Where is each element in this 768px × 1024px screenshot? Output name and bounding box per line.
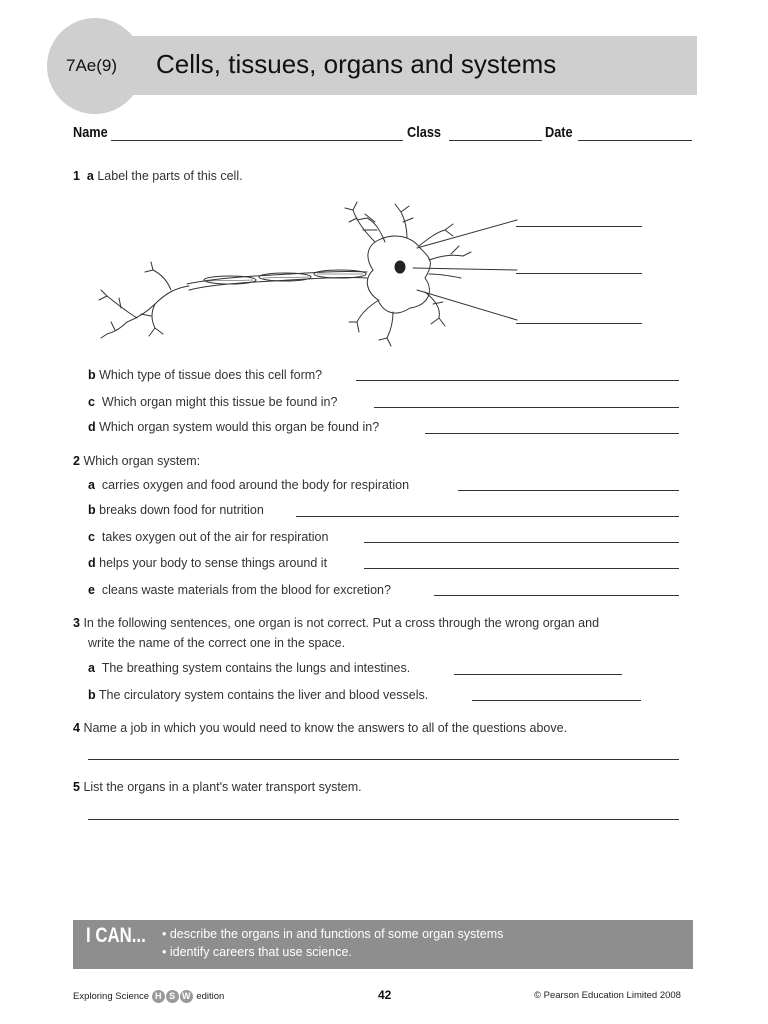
- q1-c-letter: c: [88, 395, 95, 409]
- q3-intro: [73, 616, 599, 630]
- q3-line1: In the following sentences, one organ is not correct. Put a cross through the wrong organ and: [83, 616, 600, 630]
- q1-b-letter: b: [88, 368, 96, 382]
- q1-c: [88, 395, 337, 409]
- q2-d-answer[interactable]: [364, 568, 679, 569]
- hsw-w-badge: W: [180, 990, 193, 1003]
- class-field[interactable]: [449, 140, 542, 141]
- q3-a-letter: a: [88, 661, 95, 675]
- q1-b-text: Which type of tissue does this cell form?: [99, 368, 323, 382]
- q1-d: [88, 420, 379, 434]
- q2-c-text: takes oxygen out of the air for respiration: [101, 530, 329, 544]
- q1-b: [88, 368, 322, 382]
- q1-d-text: Which organ system would this organ be found in?: [99, 420, 380, 434]
- q1-c-text: Which organ might this tissue be found in?: [101, 395, 338, 409]
- name-field[interactable]: [111, 140, 403, 141]
- q2-item: [88, 530, 328, 544]
- q4-number: 4: [73, 721, 80, 735]
- label-blank-2[interactable]: [516, 273, 642, 274]
- label-blank-3[interactable]: [516, 323, 642, 324]
- q1-d-letter: d: [88, 420, 96, 434]
- hsw-h-badge: H: [152, 990, 165, 1003]
- q2-d-text: helps your body to sense things around it: [99, 556, 328, 570]
- q1-a-text: Label the parts of this cell.: [97, 169, 243, 183]
- q5: [73, 780, 362, 794]
- q3-line2: write the name of the correct one in the space.: [88, 636, 346, 650]
- q2-a-answer[interactable]: [458, 490, 679, 491]
- q1-a-letter: a: [86, 169, 94, 183]
- q3-b-letter: b: [88, 688, 96, 702]
- q5-text: List the organs in a plant's water transport system.: [83, 780, 362, 794]
- q2-b-letter: b: [88, 503, 96, 517]
- q2-item: [88, 583, 391, 597]
- q2-c-answer[interactable]: [364, 542, 679, 543]
- i-can-item: • identify careers that use science.: [162, 945, 352, 959]
- q3-item: [88, 688, 428, 702]
- label-blank-1[interactable]: [516, 226, 642, 227]
- q1-c-answer[interactable]: [374, 407, 679, 408]
- q2-b-text: breaks down food for nutrition: [99, 503, 264, 517]
- i-can-title: I CAN...: [86, 924, 146, 947]
- q2-intro: [73, 454, 200, 468]
- q1-d-answer[interactable]: [425, 433, 679, 434]
- q1-a: [73, 169, 243, 183]
- q3-number: 3: [73, 616, 80, 630]
- page-title: Cells, tissues, organs and systems: [156, 49, 557, 79]
- q2-intro-text: Which organ system:: [83, 454, 201, 468]
- footer-left: [73, 990, 224, 1003]
- q3-a-answer[interactable]: [454, 674, 622, 675]
- footer-edition: edition: [196, 991, 225, 1003]
- q2-item: [88, 478, 409, 492]
- q2-item: [88, 556, 327, 570]
- q3-b-text: The circulatory system contains the liver and blood vessels.: [98, 688, 429, 702]
- q3-a-text: The breathing system contains the lungs and intestines.: [101, 661, 411, 675]
- q5-answer[interactable]: [88, 819, 679, 820]
- q2-a-text: carries oxygen and food around the body for respiration: [101, 478, 410, 492]
- copyright: © Pearson Education Limited 2008: [534, 990, 681, 1001]
- q1-b-answer[interactable]: [356, 380, 679, 381]
- q3-b-answer[interactable]: [472, 700, 641, 701]
- date-label: Date: [545, 124, 573, 141]
- class-label: Class: [407, 124, 442, 141]
- q2-c-letter: c: [88, 530, 95, 544]
- q5-number: 5: [73, 780, 80, 794]
- q3-item: [88, 661, 410, 675]
- q2-e-answer[interactable]: [434, 595, 679, 596]
- unit-code: 7Ae(9): [66, 56, 118, 75]
- neuron-diagram: [95, 200, 655, 350]
- q2-a-letter: a: [88, 478, 95, 492]
- q4-text: Name a job in which you would need to know the answers to all of the questions above.: [83, 721, 568, 735]
- q2-item: [88, 503, 264, 517]
- footer-series: Exploring Science: [73, 991, 150, 1003]
- q2-b-answer[interactable]: [296, 516, 679, 517]
- q2-d-letter: d: [88, 556, 96, 570]
- q4-answer[interactable]: [88, 759, 679, 760]
- q2-e-text: cleans waste materials from the blood for excretion?: [101, 583, 391, 597]
- i-can-item: • describe the organs in and functions of some organ systems: [162, 927, 504, 941]
- date-field[interactable]: [578, 140, 692, 141]
- q4: [73, 721, 567, 735]
- hsw-s-badge: S: [166, 990, 179, 1003]
- name-label: Name: [73, 124, 108, 141]
- page-number: 42: [378, 988, 392, 1002]
- q2-e-letter: e: [88, 583, 95, 597]
- q1-number: 1: [73, 169, 80, 183]
- q2-number: 2: [73, 454, 80, 468]
